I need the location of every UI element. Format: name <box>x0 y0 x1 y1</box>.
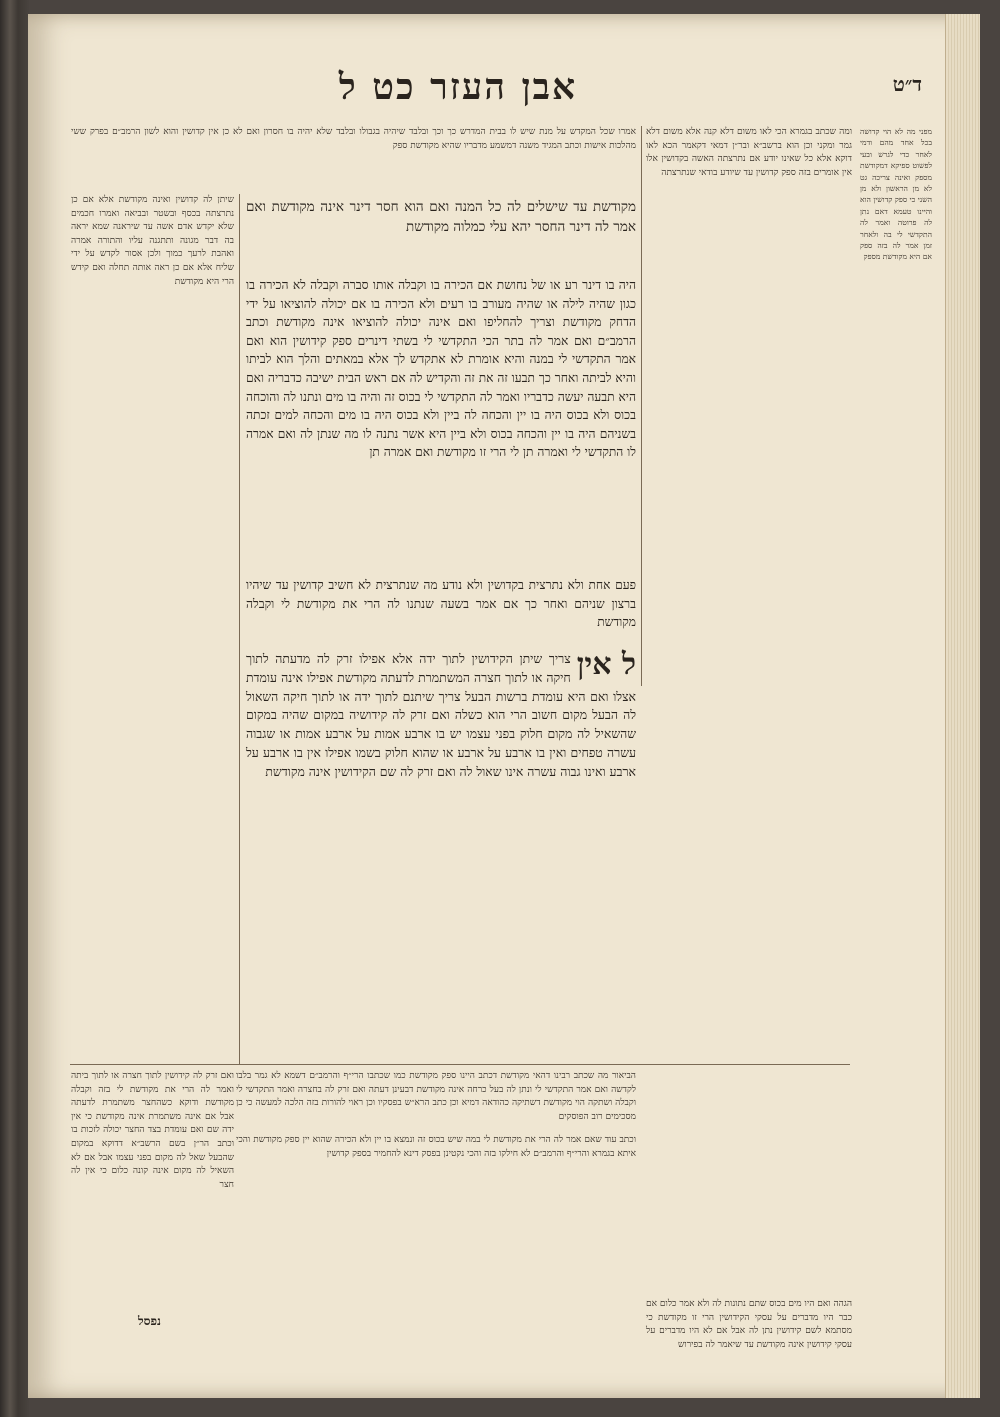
page-edge-stack <box>945 14 980 1398</box>
lower-left-commentary: ואם זרק לה קידושין לתוך חצרה או לתוך ביתה ואמר לה הרי את מקודשת לי בזה וקבלה מקודשת ודוקא כשהחצר משתמרת לדעתה אבל אם אינה משתמרת אינה מקודשת כי אין ידה שם ואם עומדת בצד החצר יכולה לזכות בו וכתב הר״ן בשם הרשב״א דדוקא במקום שהבעל שאל לה מקום בפני עצמו אבל אם לא השאיל לה מקום אינה קונה כלום כי אין לה חצר <box>71 1071 234 1190</box>
top-commentary-block: אמרו שכל המקדש על מנת שיש לו בבית המדרש כך וכך ובלבד שיהיה בגבולו ובלבד שלא יהיה בו חסרון ואם לא כן אין קדושין והוא לשון הרמב״ם בפרק ששי מהלכות אישות וכתב המגיד משנה דמשמע מדבריו שהיא מקודשת ספק <box>71 127 636 151</box>
column-divider-right <box>641 126 642 686</box>
bottom-left-note: הגהה ואם היו מים בכוס שתם נתונות לה ולא אמר כלום אם כבר היו מדברים על עסקי הקידושין הרי זו מקודשת כי מסתמא לשם קידושין נתן לה אבל אם לא היו מדברים על עסקי קידושין אינה מקודשת עד שיאמר לה בפירוש <box>646 1299 852 1350</box>
main-text-upper-tail: פעם אחת ולא נתרצית בקדושין ולא נודע מה שנתרצית לא חשיב קדושין עד שיהיו ברצון שניהם ואחר כך אם אמר בשעה שנתנו לה הרי את מקודשת לי וקבלה מקודשת <box>246 578 636 630</box>
left-commentary-column: שיתן לה קדושין ואינה מקודשת אלא אם כן נתרצתה בכסף ובשטר ובביאה ואמרו חכמים שלא יקדש אדם אשה עד שיראנה שמא יראה בה דבר מגונה ותתגנה עליו והתורה אמרה ואהבת לרעך כמוך ולכן אסור לקדש על ידי שליח אלא אם כן ראה אותה תחלה ואם קידש הרי היא מקודשת <box>71 195 234 287</box>
right-commentary-column: ומה שכתב בגמרא הכי לאו משום דלא קנה אלא משום דלא גמר ומקני וכן הוא ברשב״א ובר״ן דמאי דקאמר הכא לאו דוקא אלא כל שאינו יודע אם נתרצתה האשה בקדושין אלו אין אומרים בזה ספק קדושין עד שיודע בודאי שנתרצתה <box>646 127 852 178</box>
lower-mid-commentary: הביאור מה שכתב רבינו דהאי מקודשת דכתב היינו ספק מקודשת כמו שכתבו הרי״ף והרמב״ם דשמא לא גמר בלבו לקדשה ואם אמר התקדשי לי ונתן לה בעל כרחה אינה מקודשת דבעינן דעתה ואם זרק לה בחצרה ואמר התקדשי לי וקבלה ושתקה הוי מקודשת דשתיקה כהודאה דמיא וכן כתב הרא״ש בפסקיו וכן ראוי להורות בזה הלכה למעשה כי כן מסכימים רוב הפוסקים <box>236 1071 636 1122</box>
book-page <box>28 14 980 1398</box>
section-divider <box>70 1064 850 1065</box>
page-title: אבן העזר כט ל <box>338 66 578 108</box>
bottom-right-note: וכתב עוד שאם אמר לה הרי את מקודשת לי במה שיש בכוס זה ונמצא בו יין ולא הכירה שהוא יין ספק מקודשת והכי איתא בגמרא והרי״ף והרמב״ם לא חילקו בזה והכי נקטינן בפסק דינא להחמיר בספק קדושין <box>236 1135 636 1159</box>
catchword: נפסל <box>138 1314 161 1328</box>
main-text-lower-body: צריך שיתן הקידושין לתוך ידה אלא אפילו זרק לה מדעתה לתוך חיקה או לתוך חצרה המשתמרת לדעתה מקודשת אפילו אינה עומדת אצלו ואם היא עומדת ברשות הבעל צריך שיתנם לתוך ידה או לתוך חיקה השאול לה הבעל מקום חשוב הרי הוא כשלה ואם זרק לה קידושיה במקום שהיה במקום שהשאיל לה מקום חלוק בפני עצמו יש בו ארבע אמות על ארבע אמות או שגבוה עשרה טפחים ואין בו ארבע על ארבע או שהוא חלוק בשמו אפילו אין בו ארבע על ארבע ואינו גבוה עשרה אינו שאול לה ואם זרק לה שם הקידושין אינה מקודשת <box>246 651 636 779</box>
inner-gloss-column: מפני מה לא הוי קדושה בכל אחד מהם ודמי לאחר כדי לגרש ובעי לפשוט ספיקא דמקודשת מספק ואינה צריכה גט לא מן הראשון ולא מן השני כי ספק קדושין הוא והיינו טעמא דאם נתן לה פרוטה ואמר לה התקדשי לי בה ולאחר זמן אמר לה בזה ספק אם היא מקודשת מספק <box>860 127 932 262</box>
page-header <box>28 66 980 126</box>
section-lead-word: ל אין <box>576 647 636 682</box>
main-text-intro: מקודשת עד שישלים לה כל המנה ואם הוא חסר דינר אינה מקודשת ואם אמר לה דינר החסר יהא עלי כמלוה מקודשת <box>246 199 636 235</box>
column-divider-left <box>239 194 240 1064</box>
main-text-lower <box>246 647 636 1080</box>
folio-number: ד״ט <box>892 72 922 96</box>
main-text-upper: היה בו דינר רע או של נחושת אם הכירה בו וקבלה אותו סברה וקבלה לא הכירה בו כגון שהיה לילה או שהיה מעורב בו רעים ולא הכירה בו אם יכולה להוציאו על ידי הדחק מקודשת וצריך להחליפו ואם אינה יכולה להוציאו אינה מקודשת וכתב הרמב״ם ואם אמר לה בתר הכי התקדשי לי בשתי דינרים ספק קידושין הוא ואם אמר התקדשי לי במנה והיא אומרת לא אתקדש לך אלא במאתים והלך הוא לביתו והיא לביתה ואחר כך תבעו זה את זה והקדיש לה אם ראש הבית ישיבה כדבריה ואם היא תבעה יעשה כדבריו ואמר לה התקדשי לי בכוס זה והיה בו מים ונתנו לה והוכחה בכוס ולא בכוס היה בו יין והכחה לה ביין ולא בכוס היה בו מים והכחה למים זכתה בשניהם היה בו יין והכחה בכוס ולא ביין היא אשר נתנה לו מה שנתן לה ואם אמרה לו התקדשי לי ואמרה תן לי הרי זו מקודשת ואם אמרה תן <box>246 278 636 460</box>
